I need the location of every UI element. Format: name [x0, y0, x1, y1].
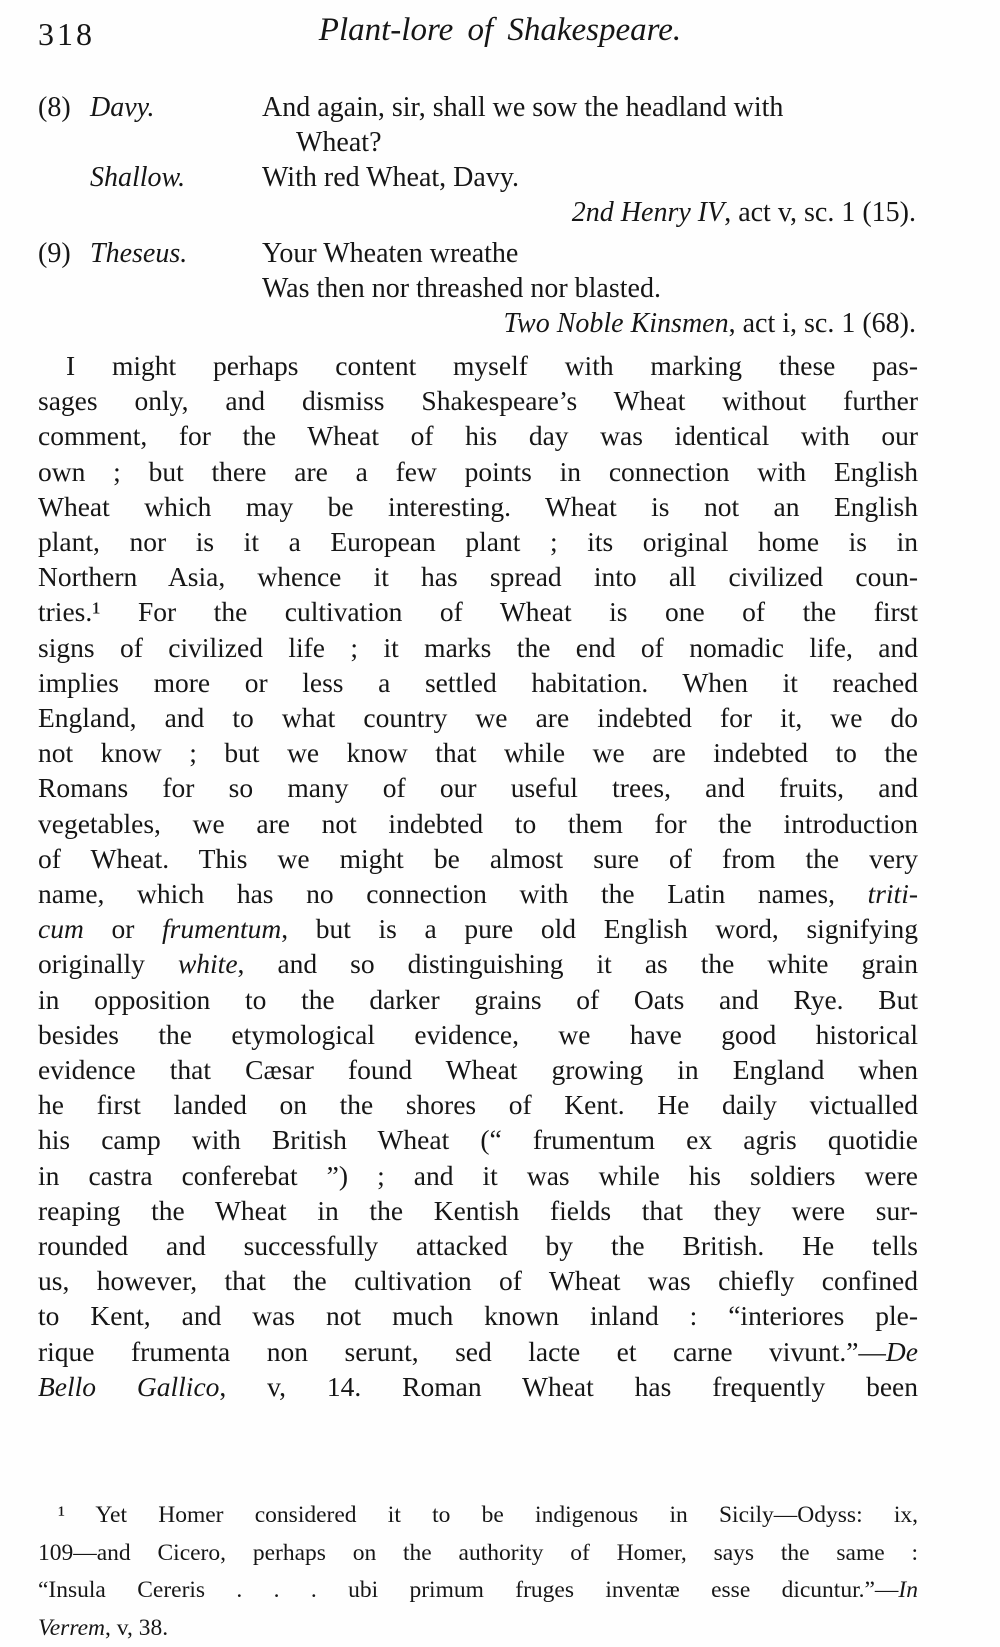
- text-line: [38, 946, 918, 981]
- spacer: [90, 271, 262, 306]
- text-segment: , v, 14. Roman Wheat has frequently been: [219, 1370, 918, 1402]
- text-line: [38, 559, 918, 594]
- text-line: [38, 1017, 918, 1052]
- text-line: [38, 876, 918, 911]
- quote-row: [38, 125, 918, 160]
- text-line: [38, 841, 918, 876]
- text-segment: De: [885, 1335, 918, 1367]
- text-segment: Verrem: [38, 1614, 106, 1641]
- text-line: [38, 489, 918, 524]
- spacer: [90, 125, 262, 160]
- text-segment: reaping the Wheat in the Kentish fields that they were sur-: [38, 1194, 918, 1226]
- quotation-block: [38, 90, 918, 341]
- text-segment: vegetables, we are not indebted to them for the introduction: [38, 807, 918, 839]
- text-line: [38, 1263, 918, 1298]
- text-segment: , and so distinguishing it as the white grain: [237, 948, 918, 980]
- text-segment: , but is a pure old English word, signifying: [281, 913, 918, 945]
- text-segment: sages only, and dismiss Shakespeare’s Wheat without further: [38, 385, 918, 417]
- text-segment: rounded and successfully attacked by the British. He tells: [38, 1230, 918, 1262]
- text-segment: name, which has no connection with the Latin names,: [38, 878, 868, 910]
- speech-line: And again, sir, shall we sow the headland with: [262, 92, 784, 123]
- text-segment: Northern Asia, whence it has spread into all civilized coun-: [38, 561, 918, 593]
- text-segment: England, and to what country we are indebted for it, we do: [38, 702, 918, 734]
- citation-work: Two Noble Kinsmen: [503, 308, 729, 339]
- quote-row: [38, 90, 918, 125]
- text-segment: Wheat which may be interesting. Wheat is not an English: [38, 490, 918, 522]
- text-line: [38, 1298, 918, 1333]
- text-line: [38, 1610, 918, 1647]
- quote-9: [38, 236, 918, 341]
- text-line: [38, 735, 918, 770]
- page-number: 318: [38, 16, 95, 52]
- text-segment: ¹ Yet Homer considered it to be indigenous in Sicily—Odyss: ix,: [58, 1502, 918, 1528]
- text-line: [38, 383, 918, 418]
- text-line: [38, 665, 918, 700]
- spacer: [38, 271, 90, 306]
- quote-row: [38, 236, 918, 271]
- text-line: [38, 911, 918, 946]
- text-segment: own ; but there are a few points in connection with English: [38, 455, 918, 487]
- quote-row: [38, 160, 918, 195]
- text-segment: his camp with British Wheat (“ frumentum ex agris quotidie: [38, 1124, 918, 1156]
- text-line: [38, 1122, 918, 1157]
- text-segment: or: [83, 913, 163, 945]
- text-line: [38, 418, 918, 453]
- text-line: [38, 1158, 918, 1193]
- speech-line: Your Wheaten wreathe: [262, 238, 519, 269]
- text-segment: tries.¹ For the cultivation of Wheat is one of the first: [38, 596, 918, 628]
- text-segment: in opposition to the darker grains of Oats and Rye. But: [38, 983, 918, 1015]
- text-segment: to Kent, and was not much known inland : “interiores ple-: [38, 1300, 918, 1332]
- text-segment: Bello Gallico: [38, 1370, 220, 1402]
- text-segment: cum: [38, 913, 84, 945]
- citation: [38, 306, 918, 341]
- text-segment: “Insula Cereris . . . ubi primum fruges inventæ esse dicuntur.”—: [38, 1577, 899, 1603]
- speaker-name: Davy.: [90, 92, 155, 123]
- spacer: [38, 160, 90, 195]
- speaker-name: Theseus.: [90, 238, 188, 269]
- text-segment: of Wheat. This we might be almost sure of from the very: [38, 842, 918, 874]
- quote-number: (9): [38, 238, 71, 269]
- running-title: Plant-lore of Shakespeare.: [318, 12, 682, 48]
- body-paragraph: [38, 348, 918, 1404]
- text-segment: besides the etymological evidence, we have good historical: [38, 1018, 918, 1050]
- footnote: [38, 1497, 918, 1647]
- text-line: [38, 1369, 918, 1404]
- text-segment: I might perhaps content myself with marking these pas-: [66, 350, 918, 381]
- text-line: [38, 806, 918, 841]
- text-line: [38, 982, 918, 1017]
- text-line: [38, 1087, 918, 1122]
- quote-row: [38, 271, 918, 306]
- text-line: [38, 1535, 918, 1573]
- text-segment: , v, 38.: [105, 1614, 169, 1641]
- text-segment: triti-: [867, 878, 918, 910]
- text-segment: not know ; but we know that while we are indebted to the: [38, 737, 918, 769]
- text-line: [38, 630, 918, 665]
- text-segment: comment, for the Wheat of his day was identical with our: [38, 420, 918, 452]
- text-line: [38, 1228, 918, 1263]
- text-line: [38, 1497, 918, 1535]
- text-line: [38, 594, 918, 629]
- text-segment: in castra conferebat ”) ; and it was while his soldiers were: [38, 1159, 918, 1191]
- text-line: [38, 454, 918, 489]
- text-line: [38, 524, 918, 559]
- text-line: [38, 700, 918, 735]
- text-segment: white: [177, 948, 238, 980]
- citation: [38, 195, 918, 230]
- speaker-name: Shallow.: [90, 162, 186, 193]
- text-line: [38, 1334, 918, 1369]
- text-segment: us, however, that the cultivation of Wheat was chiefly confined: [38, 1265, 918, 1297]
- text-segment: originally: [38, 948, 178, 980]
- text-line: [38, 348, 918, 383]
- quote-number: (8): [38, 92, 71, 123]
- text-segment: frumentum: [162, 913, 282, 945]
- text-segment: signs of civilized life ; it marks the end of nomadic life, and: [38, 631, 918, 663]
- citation-ref: , act v, sc. 1 (15).: [724, 197, 916, 228]
- text-line: [38, 1193, 918, 1228]
- text-segment: Romans for so many of our useful trees, and fruits, and: [38, 772, 918, 804]
- text-line: [38, 1572, 918, 1610]
- text-segment: 109—and Cicero, perhaps on the authority of Homer, says the same :: [38, 1539, 918, 1566]
- citation-ref: , act i, sc. 1 (68).: [728, 308, 916, 339]
- spacer: [38, 125, 90, 160]
- text-segment: evidence that Cæsar found Wheat growing in England when: [38, 1054, 918, 1086]
- speech-line: With red Wheat, Davy.: [262, 162, 520, 193]
- speech-line: Was then nor threashed nor blasted.: [262, 273, 661, 304]
- quote-8: [38, 90, 918, 230]
- text-line: [38, 1052, 918, 1087]
- text-segment: rique frumenta non serunt, sed lacte et carne vivunt.”—: [38, 1335, 886, 1367]
- text-segment: In: [898, 1577, 918, 1603]
- text-segment: implies more or less a settled habitation. When it reached: [38, 666, 918, 698]
- text-segment: he first landed on the shores of Kent. He daily victualled: [38, 1089, 918, 1121]
- citation-work: 2nd Henry IV: [571, 197, 725, 228]
- text-segment: plant, nor is it a European plant ; its original home is in: [38, 526, 918, 558]
- speech-line: Wheat?: [296, 127, 382, 158]
- text-line: [38, 770, 918, 805]
